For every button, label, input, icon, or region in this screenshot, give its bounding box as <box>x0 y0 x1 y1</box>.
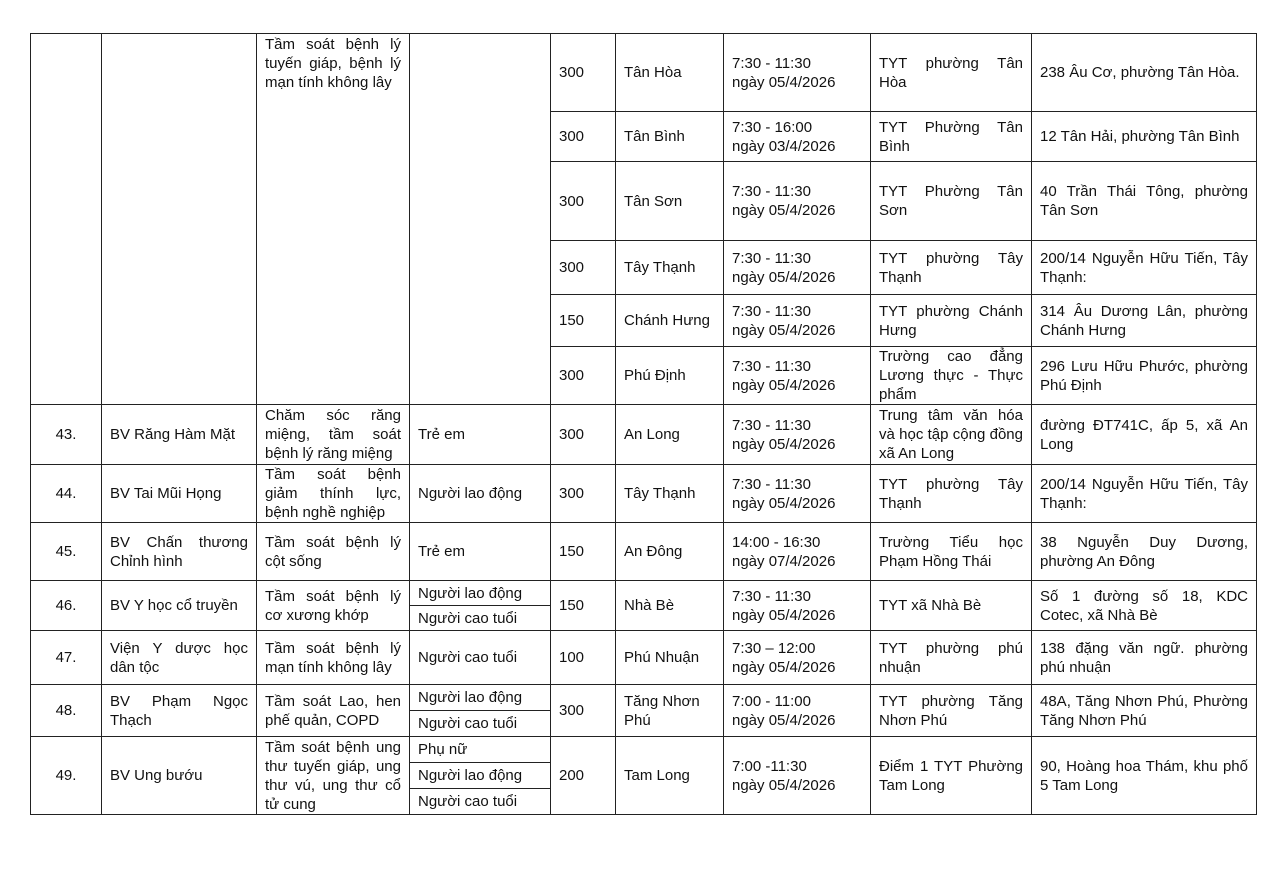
address-cell: 296 Lưu Hữu Phước, phường Phú Định <box>1032 347 1257 405</box>
hospital-cell <box>102 34 257 405</box>
address-cell: 48A, Tăng Nhơn Phú, Phường Tăng Nhơn Phú <box>1032 685 1257 737</box>
qty-cell: 150 <box>551 523 616 581</box>
address-cell: 38 Nguyễn Duy Dương, phường An Đông <box>1032 523 1257 581</box>
target-cell: Người lao động <box>410 465 551 523</box>
time-cell: 7:30 - 11:30 ngày 05/4/2026 <box>724 581 871 631</box>
address-cell: 12 Tân Hải, phường Tân Bình <box>1032 112 1257 162</box>
ward-cell: An Đông <box>616 523 724 581</box>
address-cell: Số 1 đường số 18, KDC Cotec, xã Nhà Bè <box>1032 581 1257 631</box>
target-cell: Người lao động <box>410 685 551 711</box>
no-cell: 46. <box>31 581 102 631</box>
place-cell: TYT phường Tây Thạnh <box>871 465 1032 523</box>
ward-cell: Tây Thạnh <box>616 241 724 295</box>
qty-cell: 150 <box>551 295 616 347</box>
table-row <box>31 465 1257 523</box>
qty-cell: 300 <box>551 112 616 162</box>
ward-cell: Tây Thạnh <box>616 465 724 523</box>
no-cell <box>31 34 102 405</box>
time-cell: 7:30 - 16:00 ngày 03/4/2026 <box>724 112 871 162</box>
time-cell: 7:30 - 11:30 ngày 05/4/2026 <box>724 405 871 465</box>
hospital-cell: BV Chấn thương Chỉnh hình <box>102 523 257 581</box>
address-cell: 138 đặng văn ngữ. phường phú nhuận <box>1032 631 1257 685</box>
time-cell: 14:00 - 16:30 ngày 07/4/2026 <box>724 523 871 581</box>
target-cell: Trẻ em <box>410 405 551 465</box>
time-cell: 7:30 - 11:30 ngày 05/4/2026 <box>724 241 871 295</box>
address-cell: đường ĐT741C, ấp 5, xã An Long <box>1032 405 1257 465</box>
address-cell: 314 Âu Dương Lân, phường Chánh Hưng <box>1032 295 1257 347</box>
ward-cell: Nhà Bè <box>616 581 724 631</box>
address-cell: 200/14 Nguyễn Hữu Tiến, Tây Thạnh: <box>1032 241 1257 295</box>
ward-cell: Phú Định <box>616 347 724 405</box>
ward-cell: Tân Hòa <box>616 34 724 112</box>
target-cell: Người cao tuổi <box>410 606 551 631</box>
place-cell: Trường Tiểu học Phạm Hồng Thái <box>871 523 1032 581</box>
time-cell: 7:30 - 11:30 ngày 05/4/2026 <box>724 465 871 523</box>
qty-cell: 300 <box>551 405 616 465</box>
target-cell <box>410 34 551 405</box>
ward-cell: An Long <box>616 405 724 465</box>
time-cell: 7:30 - 11:30 ngày 05/4/2026 <box>724 347 871 405</box>
address-cell: 200/14 Nguyễn Hữu Tiến, Tây Thạnh: <box>1032 465 1257 523</box>
place-cell: Trung tâm văn hóa và học tập cộng đồng xã An Long <box>871 405 1032 465</box>
qty-cell: 150 <box>551 581 616 631</box>
service-cell: Tầm soát bệnh ung thư tuyến giáp, ung thư vú, ung thư cổ tử cung <box>257 737 410 815</box>
schedule-table-container <box>30 33 1257 815</box>
place-cell: TYT xã Nhà Bè <box>871 581 1032 631</box>
hospital-cell: Viện Y dược học dân tộc <box>102 631 257 685</box>
target-cell: Người cao tuổi <box>410 711 551 737</box>
address-cell: 90, Hoàng hoa Thám, khu phố 5 Tam Long <box>1032 737 1257 815</box>
place-cell: TYT Phường Tân Sơn <box>871 162 1032 241</box>
table-row <box>31 737 1257 763</box>
hospital-cell: BV Tai Mũi Họng <box>102 465 257 523</box>
hospital-cell: BV Y học cổ truyền <box>102 581 257 631</box>
hospital-cell: BV Phạm Ngọc Thạch <box>102 685 257 737</box>
no-cell: 45. <box>31 523 102 581</box>
place-cell: TYT phường Tây Thạnh <box>871 241 1032 295</box>
time-cell: 7:30 - 11:30 ngày 05/4/2026 <box>724 34 871 112</box>
target-cell: Người cao tuổi <box>410 789 551 815</box>
table-row <box>31 405 1257 465</box>
service-cell: Chăm sóc răng miệng, tầm soát bệnh lý răng miệng <box>257 405 410 465</box>
place-cell: Điểm 1 TYT Phường Tam Long <box>871 737 1032 815</box>
table-row <box>31 523 1257 581</box>
no-cell: 47. <box>31 631 102 685</box>
place-cell: TYT phường Tân Hòa <box>871 34 1032 112</box>
target-cell: Người lao động <box>410 581 551 606</box>
target-cell: Trẻ em <box>410 523 551 581</box>
service-cell: Tầm soát Lao, hen phế quản, COPD <box>257 685 410 737</box>
ward-cell: Tân Bình <box>616 112 724 162</box>
hospital-cell: BV Ung bướu <box>102 737 257 815</box>
place-cell: TYT phường phú nhuận <box>871 631 1032 685</box>
no-cell: 49. <box>31 737 102 815</box>
time-cell: 7:30 - 11:30 ngày 05/4/2026 <box>724 162 871 241</box>
qty-cell: 100 <box>551 631 616 685</box>
target-cell: Người cao tuổi <box>410 631 551 685</box>
ward-cell: Tăng Nhơn Phú <box>616 685 724 737</box>
address-cell: 40 Trần Thái Tông, phường Tân Sơn <box>1032 162 1257 241</box>
service-cell: Tầm soát bệnh lý mạn tính không lây <box>257 631 410 685</box>
no-cell: 44. <box>31 465 102 523</box>
address-cell: 238 Âu Cơ, phường Tân Hòa. <box>1032 34 1257 112</box>
time-cell: 7:30 – 12:00 ngày 05/4/2026 <box>724 631 871 685</box>
target-cell: Phụ nữ <box>410 737 551 763</box>
time-cell: 7:30 - 11:30 ngày 05/4/2026 <box>724 295 871 347</box>
place-cell: TYT phường Chánh Hưng <box>871 295 1032 347</box>
service-cell: Tầm soát bệnh lý cột sống <box>257 523 410 581</box>
table-row <box>31 34 1257 112</box>
no-cell: 43. <box>31 405 102 465</box>
qty-cell: 300 <box>551 685 616 737</box>
ward-cell: Chánh Hưng <box>616 295 724 347</box>
qty-cell: 300 <box>551 162 616 241</box>
place-cell: Trường cao đẳng Lương thực - Thực phẩm <box>871 347 1032 405</box>
ward-cell: Tân Sơn <box>616 162 724 241</box>
schedule-table <box>30 33 1257 815</box>
table-row <box>31 631 1257 685</box>
qty-cell: 300 <box>551 241 616 295</box>
table-row <box>31 685 1257 711</box>
no-cell: 48. <box>31 685 102 737</box>
service-cell: Tầm soát bệnh lý cơ xương khớp <box>257 581 410 631</box>
target-cell: Người lao động <box>410 763 551 789</box>
hospital-cell: BV Răng Hàm Mặt <box>102 405 257 465</box>
table-row <box>31 581 1257 606</box>
place-cell: TYT Phường Tân Bình <box>871 112 1032 162</box>
qty-cell: 200 <box>551 737 616 815</box>
place-cell: TYT phường Tăng Nhơn Phú <box>871 685 1032 737</box>
qty-cell: 300 <box>551 34 616 112</box>
service-cell: Tầm soát bệnh lý tuyến giáp, bệnh lý mạn tính không lây <box>257 34 410 405</box>
qty-cell: 300 <box>551 465 616 523</box>
ward-cell: Phú Nhuận <box>616 631 724 685</box>
ward-cell: Tam Long <box>616 737 724 815</box>
time-cell: 7:00 -11:30 ngày 05/4/2026 <box>724 737 871 815</box>
time-cell: 7:00 - 11:00 ngày 05/4/2026 <box>724 685 871 737</box>
service-cell: Tầm soát bệnh giảm thính lực, bệnh nghề nghiệp <box>257 465 410 523</box>
qty-cell: 300 <box>551 347 616 405</box>
